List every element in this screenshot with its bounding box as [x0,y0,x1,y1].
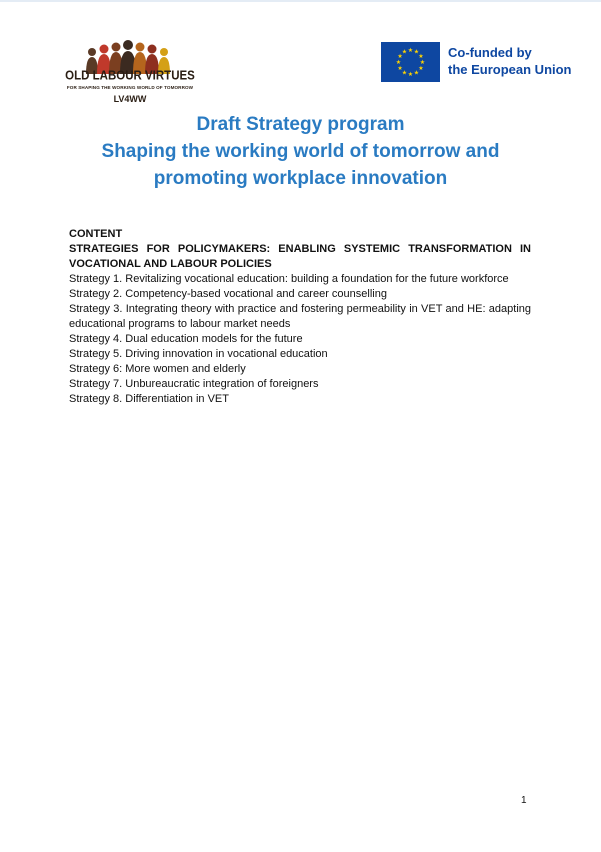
eu-star-icon: ★ [413,70,420,77]
project-logo-acronym: LV4WW [113,94,147,104]
strategy-item: Strategy 3. Integrating theory with practice and fostering permeability in VET and HE: adapting educational programs to labour market needs [69,303,531,330]
eu-cofunded-logo [381,42,581,84]
strategy-item: Strategy 7. Unbureaucratic integration of foreigners [69,378,319,390]
eu-star-icon: ★ [401,70,408,77]
title-line1: Draft Strategy program [196,114,405,135]
eu-star-icon: ★ [397,66,403,72]
strategy-item: Strategy 4. Dual education models for the future [69,333,303,345]
strategy-item: Strategy 2. Competency-based vocational and career counselling [69,288,387,300]
eu-flag-icon [381,42,440,82]
page-number: 1 [521,795,527,806]
eu-star-icon: ★ [395,60,402,66]
eu-star-icon: ★ [419,60,426,66]
title-line2: Shaping the working world of tomorrow and promoting workplace innovation [101,141,500,189]
document-title [0,112,601,192]
project-logo [64,40,196,108]
eu-star-icon: ★ [418,66,424,72]
eu-star-icon: ★ [401,49,408,56]
eu-star-icon: ★ [407,72,414,78]
strategy-list [69,272,531,407]
eu-star-icon: ★ [418,54,424,60]
eu-text-line2: the European Union [448,62,572,77]
strategy-item: Strategy 1. Revitalizing vocational education: building a foundation for the future workforce [69,273,509,285]
strategy-item: Strategy 5. Driving innovation in vocational education [69,348,328,360]
eu-star-icon: ★ [413,49,420,56]
eu-text-line1: Co-funded by [448,45,532,60]
strategy-item: Strategy 6: More women and elderly [69,363,246,375]
page-top-border [0,0,601,2]
table-of-contents [69,227,531,407]
contents-heading: CONTENT [69,228,123,240]
project-logo-tagline: FOR SHAPING THE WORKING WORLD OF TOMORROW [66,85,194,90]
eu-star-icon: ★ [407,48,414,54]
contents-section-heading: STRATEGIES FOR POLICYMAKERS: ENABLING SYSTEMIC TRANSFORMATION IN VOCATIONAL AND LABOUR POLICIES [69,243,531,270]
eu-star-icon: ★ [397,54,403,60]
eu-cofunded-text [448,44,588,78]
strategy-item: Strategy 8. Differentiation in VET [69,393,229,405]
project-logo-name: OLD LABOUR VIRTUES [65,69,195,83]
